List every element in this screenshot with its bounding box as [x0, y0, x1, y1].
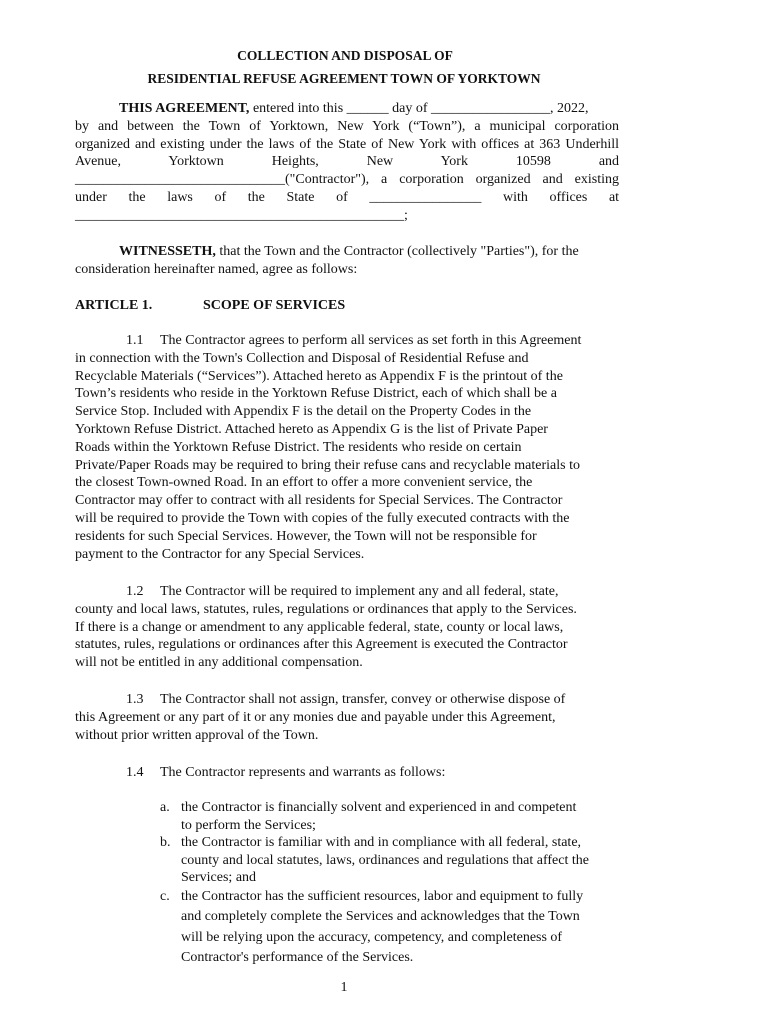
warranty-list	[160, 799, 620, 969]
intro-line-1-rest: entered into this ______ day of _________________, 2022,	[249, 101, 589, 116]
section-number: 1.3	[126, 692, 144, 707]
witnesseth-paragraph	[75, 243, 619, 279]
intro-line-4: Avenue, Yorktown Heights, New York 10598 and	[75, 154, 620, 170]
page-number: 1	[340, 980, 348, 995]
article-title: SCOPE OF SERVICES	[203, 298, 346, 313]
agreement-intro-paragraph	[75, 100, 619, 225]
list-item: b. the Contractor is familiar with and in compliance with all federal, state, county and local statutes, laws, ordinances and regulations that affect the Services; and	[160, 835, 589, 886]
section-1-1: 1.1 The Contractor agrees to perform all services as set forth in this Agreement in connection with the Town's Collection and Disposal of Residential Refuse and Recyclable Materials (“Services”). Attached hereto as Appendix F is the printout of the Town’s residents who reside in the Yorktown Refuse District, each of which shall be a Service Stop. Included with Appendix F is the detail on the Property Codes in the Yorktown Refuse District. Attached hereto as Appendix G is the list of Private Paper Roads within the Yorktown Refuse District. The residents who reside on certain Private/Paper Roads may be required to bring their refuse cans and recyclable materials to the closest Town-owned Road. In an effort to offer a more convenient service, the Contractor may offer to contract with all residents for Special Services. The Contractor will be required to provide the Town with copies of the fully executed contracts with the residents for such Special Services. However, the Town will not be responsible for payment to the Contractor for any Special Services.	[75, 333, 582, 562]
intro-line-7: _______________________________________________;	[75, 207, 408, 223]
section-1-2: 1.2 The Contractor will be required to implement any and all federal, state, county and local laws, statutes, rules, regulations or ordinances that apply to the Services. If there is a change or amendment to any applicable federal, state, county or local laws, statutes, rules, regulations or ordinances after this Agreement is executed the Contractor will not be entitled in any additional compensation.	[75, 584, 577, 671]
witnesseth-line-2: consideration hereinafter named, agree as follows:	[75, 261, 358, 277]
article-1-heading	[75, 298, 345, 314]
section-number: 1.2	[126, 584, 144, 599]
intro-line-1	[75, 100, 619, 118]
section-1-4: 1.4 The Contractor represents and warrants as follows:	[126, 765, 446, 780]
list-item: a. the Contractor is financially solvent and experienced in and competent to perform the Services;	[160, 800, 577, 833]
list-marker: c.	[160, 888, 170, 904]
intro-line-5: ______________________________("Contractor"), a corporation organized and existing	[75, 172, 619, 188]
section-number: 1.1	[126, 333, 144, 348]
section-number: 1.4	[126, 765, 144, 780]
intro-line-3: organized and existing under the laws of the State of New York with offices at 363 Underhill	[75, 136, 619, 152]
article-number: ARTICLE 1.	[75, 298, 153, 313]
list-marker: b.	[160, 835, 171, 851]
section-1-3: 1.3 The Contractor shall not assign, transfer, convey or otherwise dispose of this Agreement or any part of it or any monies due and payable under this Agreement, without prior written approval of the Town.	[75, 692, 566, 743]
intro-bold-lead: THIS AGREEMENT,	[119, 101, 250, 116]
witnesseth-line-1-rest: that the Town and the Contractor (collectively "Parties"), for the	[215, 244, 579, 259]
witnesseth-bold-lead: WITNESSETH,	[119, 244, 216, 259]
list-item: c. the Contractor has the sufficient resources, labor and equipment to fully and completely complete the Services and acknowledges that the Town will be relying upon the accuracy, competency, and completeness of Contractor's performance of the Services.	[160, 888, 584, 966]
document-title-line-1: COLLECTION AND DISPOSAL OF	[237, 48, 453, 63]
intro-line-6: under the laws of the State of ________________ with offices at	[75, 189, 620, 205]
list-marker: a.	[160, 800, 170, 815]
intro-line-2: by and between the Town of Yorktown, New York (“Town”), a municipal corporation	[75, 118, 619, 134]
document-title-line-2: RESIDENTIAL REFUSE AGREEMENT TOWN OF YORKTOWN	[147, 71, 541, 86]
